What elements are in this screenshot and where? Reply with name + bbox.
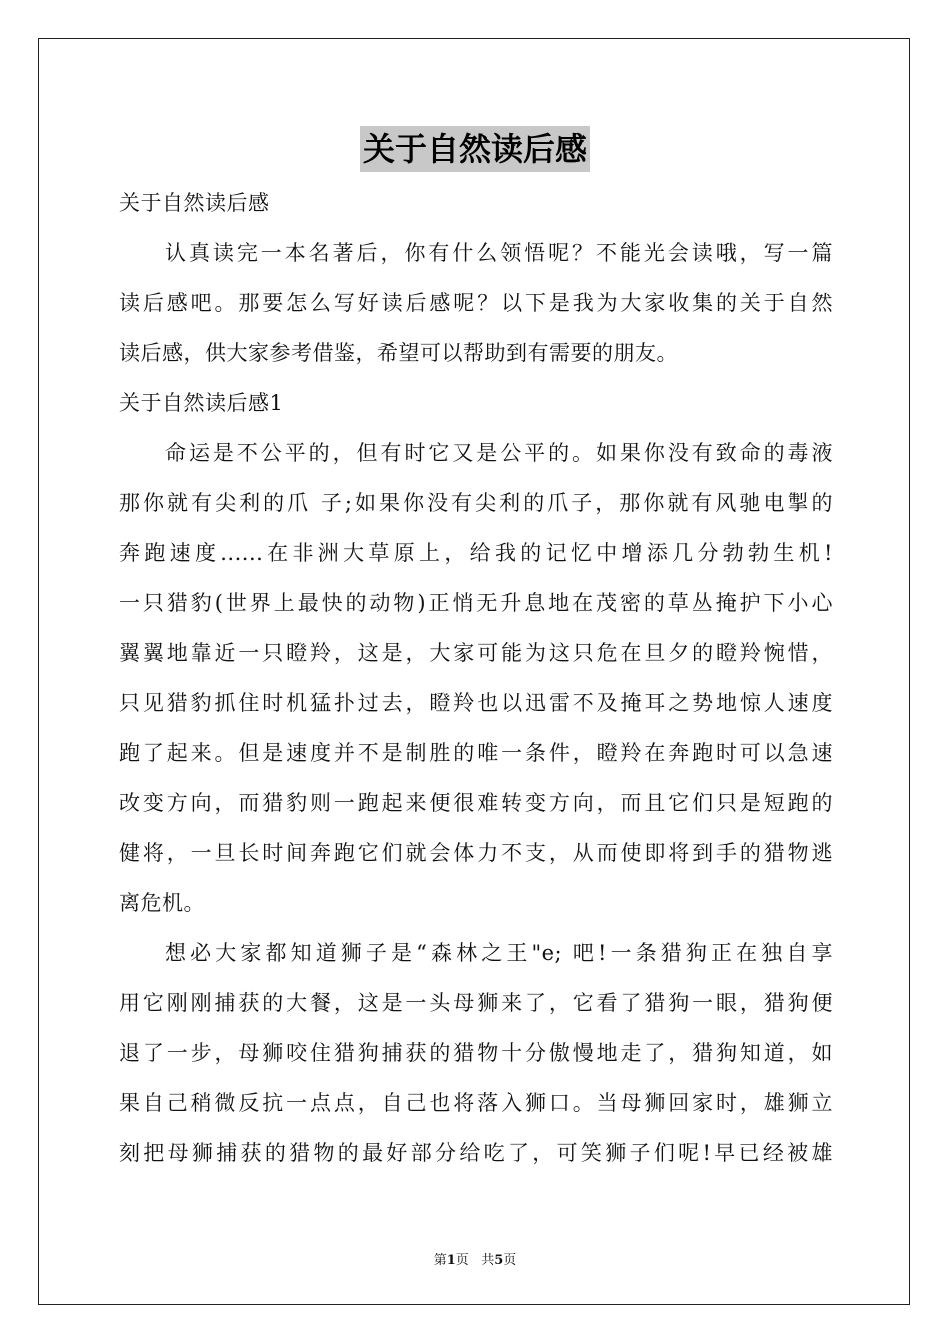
- document-body: [119, 178, 833, 1178]
- text-line: 健将，一旦长时间奔跑它们就会体力不支，从而使即将到手的猎物逃: [119, 841, 833, 865]
- title-container: [0, 126, 950, 172]
- text-line: 果自己稍微反抗一点点，自己也将落入狮口。当母狮回家时，雄狮立: [119, 1091, 833, 1115]
- text-line: 退了一步，母狮咬住猎狗捕获的猎物十分傲慢地走了，猎狗知道，如: [119, 1041, 833, 1065]
- total-pages: 5: [494, 1253, 504, 1268]
- total-prefix: 共: [481, 1253, 495, 1268]
- text-line: 离危机。: [119, 891, 205, 915]
- text-line: 命运是不公平的，但有时它又是公平的。如果你没有致命的毒液: [165, 441, 833, 465]
- text-line: 改变方向，而猎豹则一跑起来便很难转变方向，而且它们只是短跑的: [119, 791, 833, 815]
- document-title: 关于自然读后感: [360, 126, 590, 172]
- page-footer: [0, 1249, 950, 1268]
- text-line: 一只猎豹(世界上最快的动物)正悄无升息地在茂密的草丛掩护下小心: [119, 591, 833, 615]
- text-line: 奔跑速度......在非洲大草原上，给我的记忆中增添几分勃勃生机!: [119, 541, 833, 565]
- page-prefix: 第: [433, 1253, 447, 1268]
- text-line: 跑了起来。但是速度并不是制胜的唯一条件，瞪羚在奔跑时可以急速: [119, 741, 833, 765]
- text-line: 关于自然读后感: [119, 191, 270, 215]
- text-line: 读后感吧。那要怎么写好读后感呢？以下是我为大家收集的关于自然: [119, 291, 833, 315]
- page-number: 1: [446, 1253, 456, 1268]
- total-suffix: 页: [503, 1253, 517, 1268]
- page-suffix: 页: [455, 1253, 469, 1268]
- text-line: 用它刚刚捕获的大餐，这是一头母狮来了，它看了猎狗一眼，猎狗便: [119, 991, 833, 1015]
- text-line: 读后感，供大家参考借鉴，希望可以帮助到有需要的朋友。: [119, 341, 678, 365]
- text-line: 关于自然读后感1: [119, 391, 284, 415]
- text-line: 那你就有尖利的爪 子;如果你没有尖利的爪子，那你就有风驰电掣的: [119, 491, 833, 515]
- text-line: 只见猎豹抓住时机猛扑过去，瞪羚也以迅雷不及掩耳之势地惊人速度: [119, 691, 833, 715]
- text-line: 认真读完一本名著后，你有什么领悟呢？不能光会读哦，写一篇: [165, 241, 833, 265]
- text-line: 想必大家都知道狮子是“森林之王"e; 吧!一条猎狗正在独自享: [165, 941, 833, 965]
- text-line: 刻把母狮捕获的猎物的最好部分给吃了，可笑狮子们呢!早已经被雄: [119, 1141, 833, 1165]
- text-line: 翼翼地靠近一只瞪羚，这是，大家可能为这只危在旦夕的瞪羚惋惜，: [119, 641, 833, 665]
